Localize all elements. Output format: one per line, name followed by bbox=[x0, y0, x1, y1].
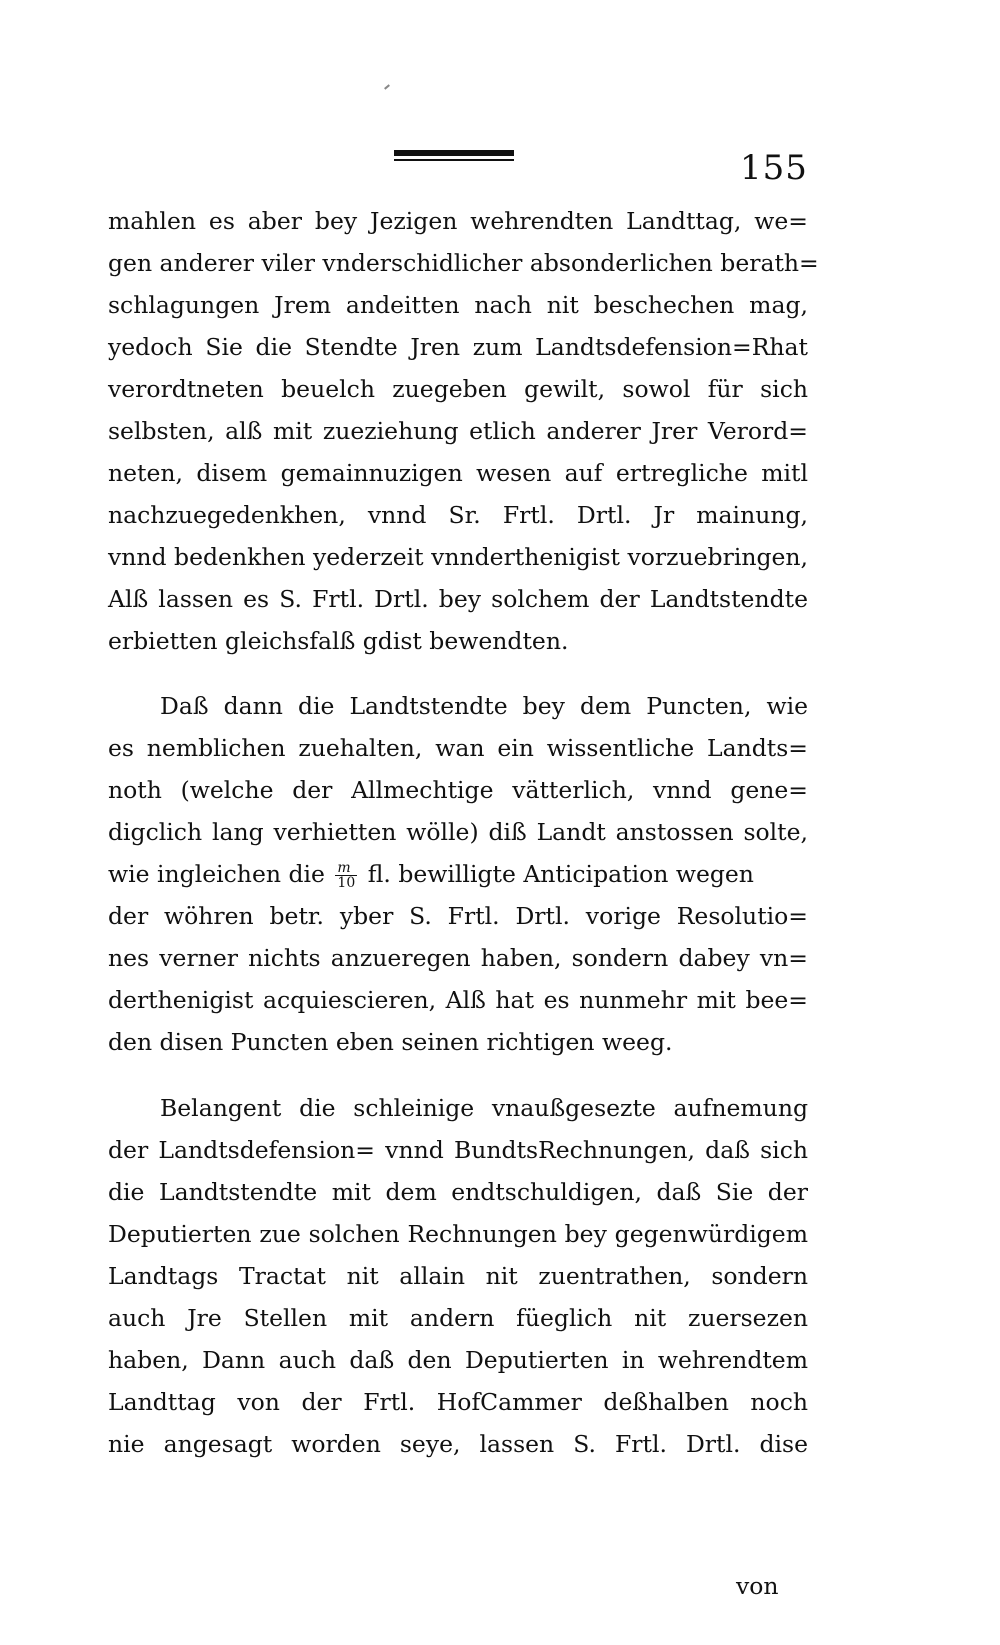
text-line: auch Jre Stellen mit andern füeglich nit zuersezen bbox=[108, 1304, 808, 1332]
text-line: Alß lassen es S. Frtl. Drtl. bey solchem der Landtstendte bbox=[108, 585, 808, 613]
fraction-denominator: 10 bbox=[337, 875, 356, 891]
text-line: nachzuegedenkhen, vnnd Sr. Frtl. Drtl. Jr mainung, bbox=[108, 501, 808, 529]
text-line: Daß dann die Landtstendte bey dem Puncten, wie bbox=[160, 692, 808, 720]
fraction bbox=[335, 861, 357, 890]
text-line: mahlen es aber bey Jezigen wehrendten Landttag, we= bbox=[108, 207, 808, 235]
text-line: vnnd bedenkhen yederzeit vnnderthenigist vorzuebringen, bbox=[108, 543, 809, 571]
fraction-numerator: m bbox=[335, 861, 357, 876]
text-line: es nemblichen zuehalten, wan ein wissentliche Landts= bbox=[108, 734, 808, 762]
text-line: Belangent die schleinige vnaußgesezte aufnemung bbox=[160, 1094, 808, 1122]
text-line: Landtags Tractat nit allain nit zuentrathen, sondern bbox=[108, 1262, 808, 1290]
text-segment: fl. bewilligte Anticipation wegen bbox=[367, 860, 754, 888]
text-line: Deputierten zue solchen Rechnungen bey gegenwürdigem bbox=[108, 1220, 808, 1248]
text-line: der Landtsdefension= vnnd BundtsRechnungen, daß sich bbox=[108, 1136, 808, 1164]
text-line: schlagungen Jrem andeitten nach nit beschechen mag, bbox=[108, 291, 808, 319]
text-line: derthenigist acquiescieren, Alß hat es nunmehr mit bee= bbox=[108, 986, 808, 1014]
text-line: digclich lang verhietten wölle) diß Landt anstossen solte, bbox=[108, 818, 808, 846]
text-line: der wöhren betr. yber S. Frtl. Drtl. vorige Resolutio= bbox=[108, 902, 808, 930]
text-line: gen anderer viler vnderschidlicher absonderlichen berath= bbox=[108, 249, 819, 277]
text-line: selbsten, alß mit zueziehung etlich anderer Jrer Verord= bbox=[108, 417, 808, 445]
text-line: haben, Dann auch daß den Deputierten in wehrendtem bbox=[108, 1346, 808, 1374]
page-number: 155 bbox=[740, 148, 808, 188]
text-line: yedoch Sie die Stendte Jren zum Landtsdefension=Rhat bbox=[108, 333, 808, 361]
text-segment: wie ingleichen die bbox=[108, 860, 325, 888]
header-rule-thin bbox=[394, 159, 514, 161]
header-rule-thick bbox=[394, 150, 514, 156]
text-line-with-fraction bbox=[108, 858, 808, 890]
text-line: Landttag von der Frtl. HofCammer deßhalben noch bbox=[108, 1388, 808, 1416]
text-line: nie angesagt worden seye, lassen S. Frtl. Drtl. dise bbox=[108, 1430, 808, 1458]
text-line: den disen Puncten eben seinen richtigen weeg. bbox=[108, 1028, 673, 1056]
text-line: noth (welche der Allmechtige vätterlich, vnnd gene= bbox=[108, 776, 808, 804]
text-line: verordtneten beuelch zuegeben gewilt, sowol für sich bbox=[108, 375, 808, 403]
text-line: erbietten gleichsfalß gdist bewendten. bbox=[108, 627, 569, 655]
text-line: nes verner nichts anzueregen haben, sondern dabey vn= bbox=[108, 944, 808, 972]
text-line: die Landtstendte mit dem endtschuldigen, daß Sie der bbox=[108, 1178, 808, 1206]
header-ornament-rule bbox=[394, 150, 514, 162]
text-line: neten, disem gemainnuzigen wesen auf ertregliche mitl bbox=[108, 459, 808, 487]
catchword: von bbox=[736, 1572, 779, 1600]
stray-mark bbox=[384, 84, 390, 89]
